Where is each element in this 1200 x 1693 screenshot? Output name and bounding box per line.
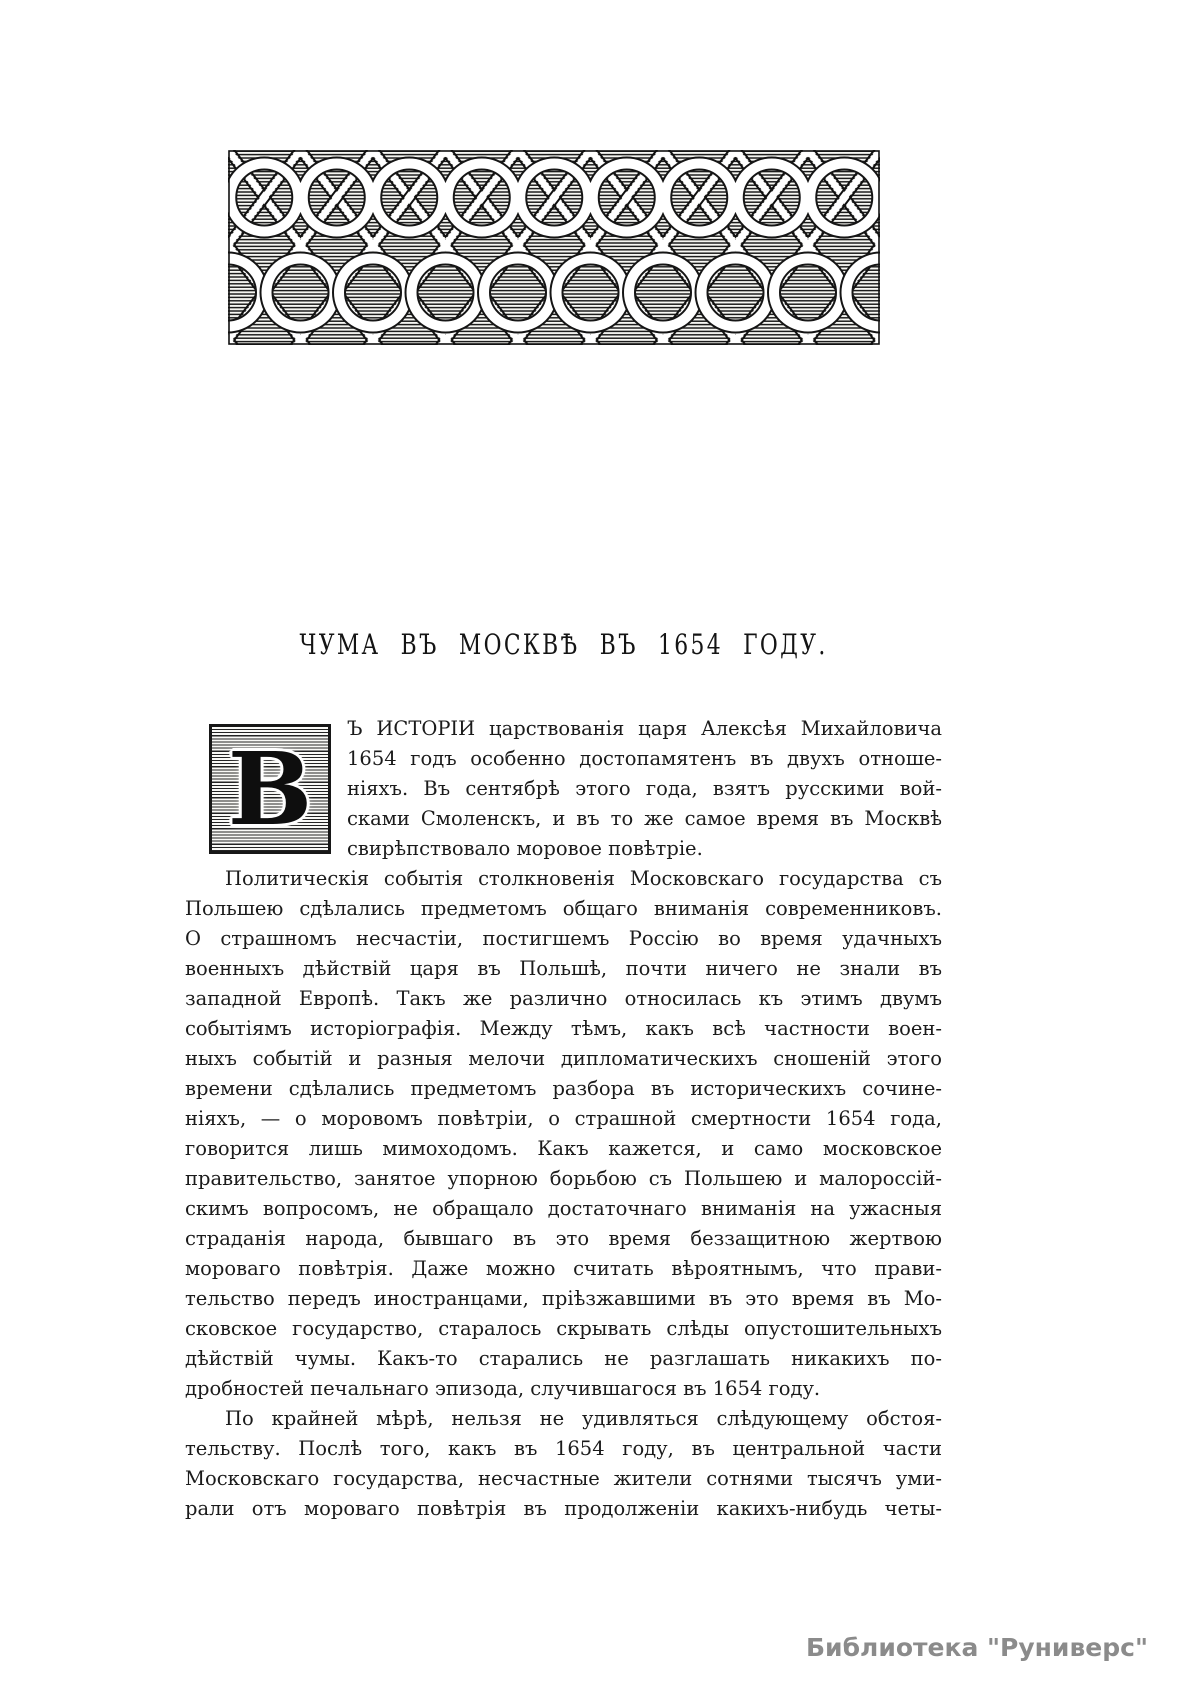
text-line: Ъ ИСТОРІИ царствованія царя Алексѣя Михайловича — [347, 717, 942, 740]
text-line: тельство передъ иностранцами, пріѣзжавшими въ это время въ Мо- — [185, 1287, 942, 1310]
text-line: правительство, занятое упорною борьбою съ Польшею и малороссій- — [185, 1167, 942, 1190]
paragraph-2 — [185, 864, 942, 1404]
text-line: военныхъ дѣйствій царя въ Польшѣ, почти ничего не знали въ — [185, 957, 942, 980]
text-line: ніяхъ. Въ сентябрѣ этого года, взятъ русскими вой- — [347, 777, 942, 800]
text-line: ніяхъ, — о моровомъ повѣтріи, о страшной смертности 1654 года, — [185, 1107, 942, 1130]
text-line: ныхъ событій и разныя мелочи дипломатическихъ сношеній этого — [185, 1047, 942, 1070]
text-line: западной Европѣ. Такъ же различно относилась къ этимъ двумъ — [185, 987, 942, 1010]
text-line: говорится лишь мимоходомъ. Какъ кажется, и само московское — [185, 1137, 942, 1160]
paragraph-1 — [185, 714, 942, 864]
text-line: времени сдѣлались предметомъ разбора въ историческихъ сочине- — [185, 1077, 942, 1100]
text-line: Московскаго государства, несчастные жители сотнями тысячъ уми- — [185, 1467, 942, 1490]
text-line: событіямъ исторіографія. Между тѣмъ, какъ всѣ частности воен- — [185, 1017, 942, 1040]
text-line: рали отъ мороваго повѣтрія въ продолженіи какихъ-нибудь четы- — [185, 1497, 942, 1520]
text-line: мороваго повѣтрія. Даже можно считать вѣроятнымъ, что прави- — [185, 1257, 942, 1280]
text-line: дробностей печальнаго эпизода, случившагося въ 1654 году. — [185, 1377, 821, 1400]
drop-cap-letter: В — [227, 730, 313, 848]
text-line: тельству. Послѣ того, какъ въ 1654 году, въ центральной части — [185, 1437, 942, 1460]
text-line: О страшномъ несчастіи, постигшемъ Россію во время удачныхъ — [185, 927, 942, 950]
page-body — [185, 714, 942, 1524]
text-line: 1654 годъ особенно достопамятенъ въ двухъ отноше- — [347, 747, 942, 770]
paragraph-3 — [185, 1404, 942, 1524]
text-line: дѣйствій чумы. Какъ-то старались не разглашать никакихъ по- — [185, 1347, 942, 1370]
watermark: Библиотека "Руниверс" — [806, 1633, 1148, 1662]
text-line: скимъ вопросомъ, не обращало достаточнаго вниманія на ужасныя — [185, 1197, 942, 1220]
drop-cap-frame — [209, 724, 331, 854]
text-line: страданія народа, бывшаго въ это время беззащитною жертвою — [185, 1227, 942, 1250]
text-line: Политическія событія столкновенія Московскаго государства съ — [225, 867, 942, 890]
headpiece-knotwork-ornament — [228, 150, 880, 345]
text-line: сковское государство, старалось скрывать слѣды опустошительныхъ — [185, 1317, 942, 1340]
page-title — [185, 628, 942, 661]
text-line: По крайней мѣрѣ, нельзя не удивляться слѣдующему обстоя- — [225, 1407, 942, 1430]
text-line: Польшею сдѣлались предметомъ общаго вниманія современниковъ. — [185, 897, 942, 920]
text-line: свирѣпствовало моровое повѣтріе. — [347, 837, 703, 860]
text-line: сками Смоленскъ, и въ то же самое время въ Москвѣ — [347, 807, 942, 830]
page-title-text: ЧУМА ВЪ МОСКВѢ ВЪ 1654 ГОДУ. — [299, 628, 828, 661]
